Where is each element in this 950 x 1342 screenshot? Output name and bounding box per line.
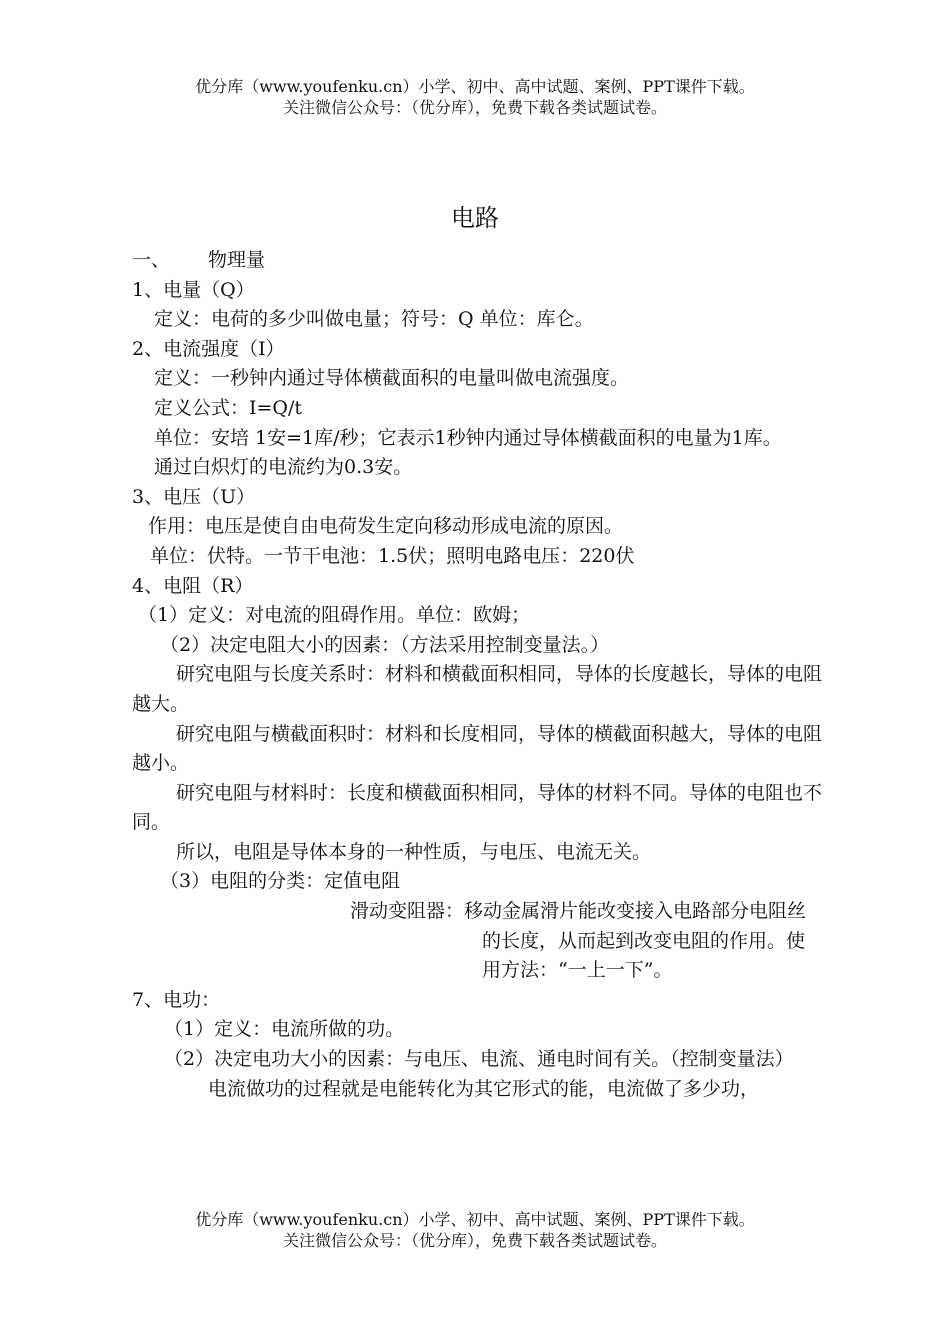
current-unit: 单位：安培 1安=1库/秒；它表示1秒钟内通过导体横截面积的电量为1库。 [154, 426, 782, 449]
resistance-material: 研究电阻与材料时：长度和横截面积相同，导体的材料不同。导体的电阻也不同。 [132, 781, 823, 834]
current-lamp: 通过白炽灯的电流约为0.3安。 [154, 456, 413, 479]
current-definition: 定义：一秒钟内通过导体横截面积的电量叫做电流强度。 [154, 367, 630, 390]
charge-heading: 1、电量（Q） [132, 278, 255, 301]
resistance-conclusion: 所以，电阻是导体本身的一种性质，与电压、电流无关。 [176, 840, 652, 863]
bottom-banner [0, 1209, 950, 1251]
charge-definition: 定义：电荷的多少叫做电量；符号：Q 单位：库仑。 [154, 308, 594, 331]
banner-line-2-footer: 关注微信公众号：（优分库），免费下载各类试题试卷。 [282, 1231, 667, 1250]
document-body [132, 246, 822, 1104]
voltage-unit: 单位：伏特。一节干电池：1.5伏；照明电路电压：220伏 [150, 544, 635, 567]
resistance-length: 研究电阻与长度关系时：材料和横截面积相同，导体的长度越长，导体的电阻越大。 [132, 663, 823, 715]
section-heading [132, 246, 822, 276]
current-formula: 定义公式：I=Q/t [154, 396, 303, 419]
resistance-area: 研究电阻与横截面积时：材料和长度相同，导体的横截面积越大，导体的电阻越小。 [132, 722, 823, 775]
section-label: 物理量 [208, 249, 266, 271]
resistance-heading: 4、电阻（R） [132, 574, 254, 597]
resistance-factors: （2）决定电阻大小的因素：（方法采用控制变量法。） [160, 633, 610, 656]
work-factors: （2）决定电功大小的因素：与电压、电流、通电时间有关。（控制变量法） [164, 1048, 794, 1071]
top-banner [0, 76, 950, 118]
work-process: 电流做功的过程就是电能转化为其它形式的能，电流做了多少功， [208, 1077, 760, 1100]
resistance-rheostat: 滑动变阻器：移动金属滑片能改变接入电路部分电阻丝的长度，从而起到改变电阻的作用。使用方法：“一上一下”。 [350, 900, 807, 982]
banner-line-1: 优分库（www.youfenku.cn）小学、初中、高中试题、案例、PPT课件下载。 [195, 77, 755, 96]
work-heading: 7、电功： [132, 988, 221, 1011]
banner-line-1-footer: 优分库（www.youfenku.cn）小学、初中、高中试题、案例、PPT课件下载。 [195, 1210, 755, 1229]
resistance-classes: （3）电阻的分类：定值电阻 [160, 870, 401, 893]
voltage-role: 作用：电压是使自由电荷发生定向移动形成电流的原因。 [148, 515, 624, 538]
section-number: 一、 [132, 249, 171, 271]
current-heading: 2、电流强度（I） [132, 337, 285, 360]
resistance-definition: （1）定义：对电流的阻碍作用。单位：欧姆； [138, 604, 531, 627]
voltage-heading: 3、电压（U） [132, 485, 256, 508]
page-title: 电路 [451, 204, 499, 232]
banner-line-2: 关注微信公众号：（优分库），免费下载各类试题试卷。 [282, 98, 667, 117]
work-definition: （1）定义：电流所做的功。 [164, 1018, 405, 1041]
